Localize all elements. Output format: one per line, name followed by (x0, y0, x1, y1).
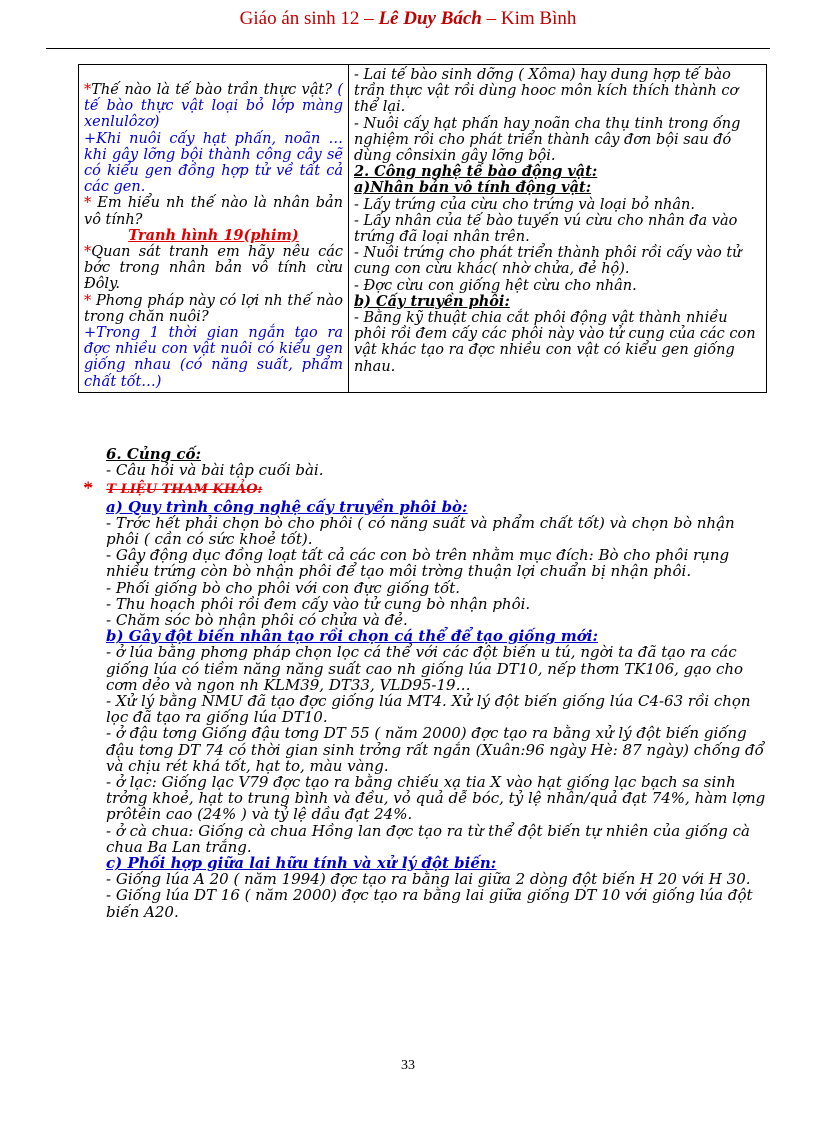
list-item: - Giống lúa A 20 ( năm 1994) đợc tạo ra bằng lai giữa 2 dòng đột biến H 20 với H 30. (106, 870, 751, 889)
teacher-activity-cell (79, 65, 349, 393)
right-heading-2b: b) Cấy truyền phôi: (354, 292, 510, 310)
consolidate-item: - Câu hỏi và bài tập cuối bài. (106, 461, 324, 480)
left-q1: *Thế nào là tế bào trần thực vật? ( tế bào thực vật loại bỏ lớp màng xenlulôzơ) (84, 82, 343, 131)
right-p1: - Lai tế bào sinh dỡng ( Xôma) hay dung hợp tế bào trần thực vật rồi dùng hooc môn kích thích thành cơ thể lại. (354, 67, 739, 116)
list-item: - ở lúa bằng phơng pháp chọn lọc cá thể với các đột biến u tú, ngời ta đã tạo ra các giống lúa có tiềm năng năng suất cao nh giống lúa DT10, nếp thơm TK106, gạo cho cơm dẻo và ngon nh KLM39, DT33, VLD95-19… (106, 643, 744, 694)
section-c-list (106, 871, 768, 920)
header-prefix: Giáo án sinh 12 – (239, 8, 379, 29)
section-c-title: c) Phối hợp giữa lai hữu tính và xử lý đột biến: (106, 854, 497, 873)
body-text (84, 445, 768, 921)
content-cell (349, 65, 767, 393)
list-item: - Chăm sóc bò nhận phôi có chửa và đẻ. (106, 611, 408, 630)
page-number: 33 (401, 1058, 415, 1073)
list-item: - Thu hoạch phôi rồi đem cấy vào tử cung bò nhận phôi. (106, 594, 531, 613)
list-item: - Phối giống bò cho phôi với con đực giống tốt. (106, 578, 461, 597)
list-item: - Gây động dục đồng loạt tất cả các con bò trên nhằm mục đích: Bò cho phôi rụng nhiều trứng còn bò nhận phôi để tạo môi trờng thuận lợi chuẩn bị nhận phôi. (106, 546, 730, 581)
left-q2: * Em hiểu nh thế nào là nhân bản vô tính? (84, 195, 343, 228)
right-p5: - Nuôi trứng cho phát triển thành phôi rồi cấy vào tử cung con cừu khác( nhờ chửa, đẻ hộ). (354, 245, 742, 278)
right-p7: - Bằng kỹ thuật chia cắt phôi động vật thành nhiều phôi rồi đem cấy các phôi này vào tử cung của các con vật khác tạo ra đợc nhiều con vật có kiểu gen giống nhau. (354, 310, 756, 375)
right-heading-2a: a)Nhân bản vô tính động vật: (354, 179, 592, 197)
table-row (79, 65, 767, 393)
page-header (0, 8, 816, 30)
left-q4: * Phơng pháp này có lợi nh thế nào trong chăn nuôi? (84, 292, 343, 325)
section-b-list (106, 644, 768, 855)
list-item: - Giống lúa DT 16 ( năm 2000) đợc tạo ra bằng lai giữa giống DT 10 với giống lúa đột biến A20. (106, 886, 753, 921)
list-item: - ở lạc: Giống lạc V79 đợc tạo ra bằng chiếu xạ tia X vào hạt giống lạc bạch sa sinh trởng khoẻ, hạt to trung bình và đều, vỏ quả dễ bóc, tỷ lệ nhân/quả đạt 74%, hàm lợng prôtêin cao (24% ) và tỷ lệ dầu đạt 24%. (106, 773, 766, 824)
list-item: - ở đậu tơng Giống đậu tơng DT 55 ( năm 2000) đợc tạo ra bằng xử lý đột biến giống đậu tơng DT 74 có thời gian sinh trởng rất ngắn (Xuân:96 ngày Hè: 87 ngày) chống đổ và chịu rét khá tốt, hạt to, màu vàng. (106, 724, 764, 775)
consolidate-heading: 6. Củng cố: (106, 445, 202, 463)
right-p4: - Lấy nhân của tế bào tuyến vú cừu cho nhân đa vào trứng đã loại nhân trên. (354, 212, 738, 246)
section-a-list (106, 515, 768, 628)
left-a4: +Trong 1 thời gian ngắn tạo ra đợc nhiều con vật nuôi có kiểu gen giống nhau (có năng suất, phẩm chất tốt…) (84, 325, 343, 390)
list-item: - ở cà chua: Giống cà chua Hồng lan đợc tạo ra từ thể đột biến tự nhiên của giống cà chua Ba Lan trắng. (106, 821, 750, 856)
left-q3: *Quan sát tranh em hãy nêu các bớc trong nhân bản vô tính cừu Đôly. (84, 244, 343, 293)
header-rule (46, 48, 770, 49)
reference-heading: * T LIỆU THAM KHẢO: (84, 478, 263, 498)
header-author: Lê Duy Bách (378, 8, 482, 29)
list-item: - Xử lý bằng NMU đã tạo đợc giống lúa MT4. Xử lý đột biến giống lúa C4-63 rồi chọn lọc đã tạo ra giống lúa DT10. (106, 692, 751, 727)
right-heading-2: 2. Công nghệ tế bào động vật: (354, 163, 598, 181)
list-item: - Trớc hết phải chọn bò cho phôi ( có năng suất và phẩm chất tốt) và chọn bò nhận phôi ( cần có sức khoẻ tốt). (106, 513, 735, 549)
section-a-title: a) Quy trình công nghệ cấy truyền phôi bò: (106, 497, 468, 516)
lesson-table (78, 64, 767, 393)
left-a1: +Khi nuôi cấy hạt phấn, noãn …khi gây lỡng bội thành công cây sẽ có kiểu gen đồng hợp tử về tất cả các gen. (84, 130, 343, 196)
right-p2: - Nuôi cấy hạt phấn hay noãn cha thụ tinh trong ống nghiệm rồi cho phát triển thành cây đơn bội sau đó dùng cônsixin gây lỡng bội. (354, 115, 741, 165)
right-p3: - Lấy trứng của cừu cho trứng và loại bỏ nhân. (354, 196, 695, 213)
header-suffix: – Kim Bình (481, 8, 577, 29)
right-p6: - Đợc cừu con giống hệt cừu cho nhân. (354, 277, 637, 294)
left-film-title: Tranh hình 19(phim) (128, 226, 299, 244)
section-b-title: b) Gây đột biến nhân tạo rồi chọn cá thể để tạo giống mới: (106, 627, 599, 646)
